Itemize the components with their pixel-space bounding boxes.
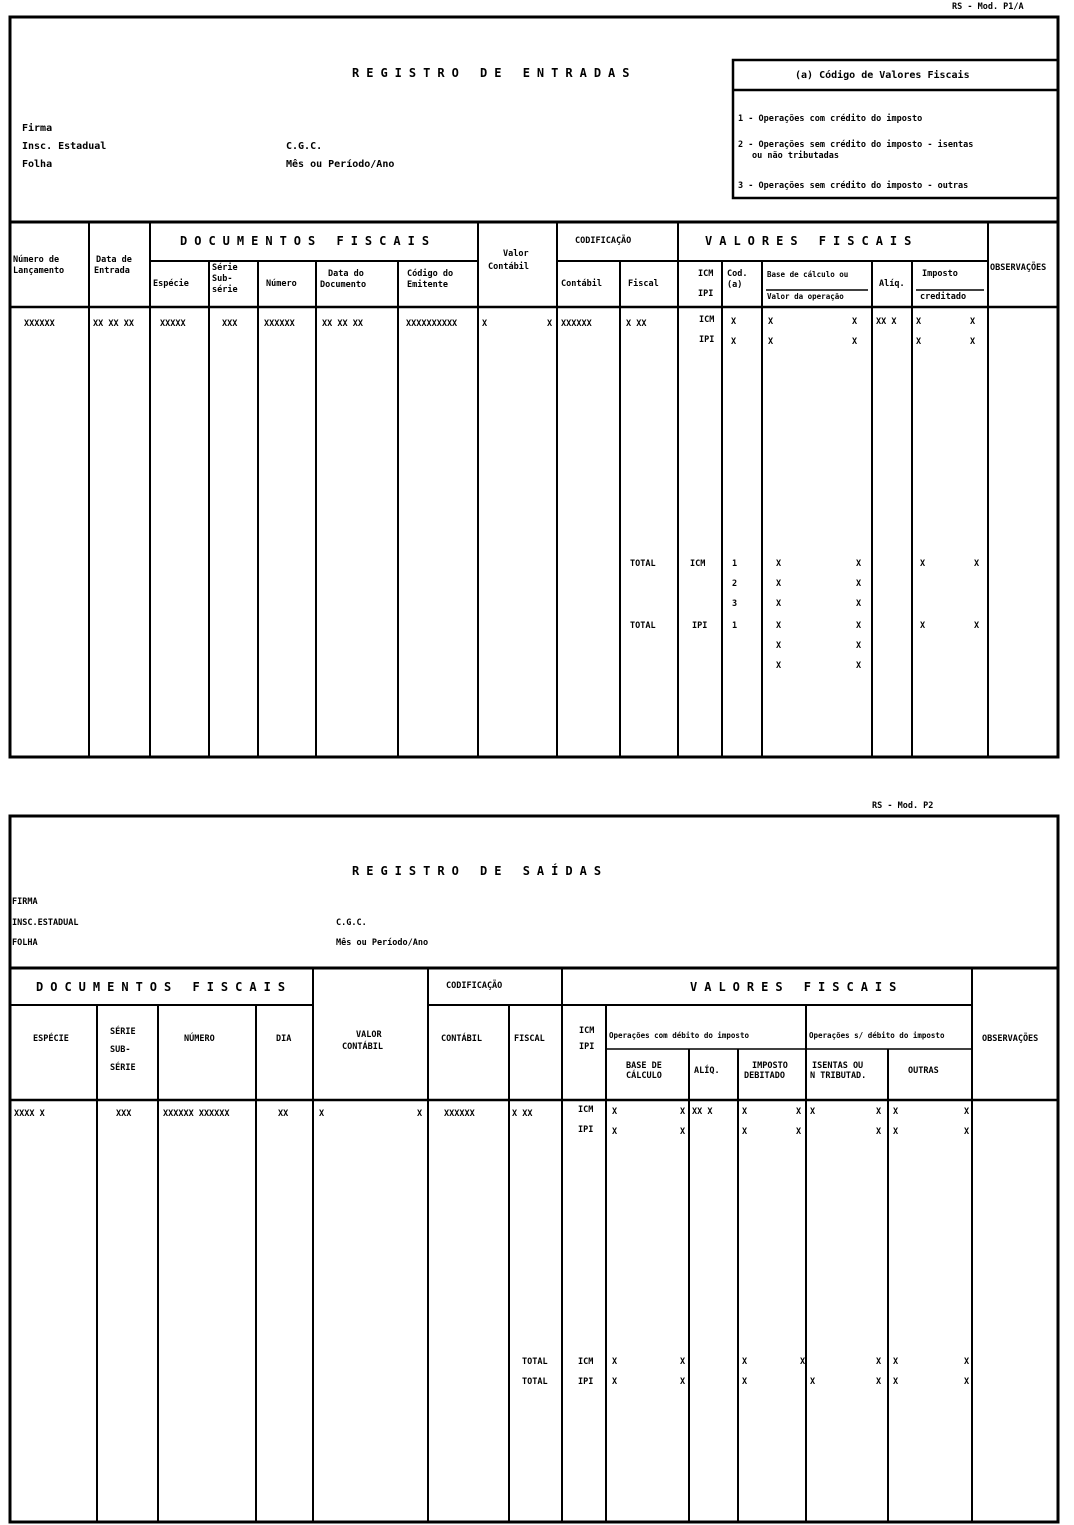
form1-title: REGISTRO DE ENTRADAS	[352, 66, 637, 80]
f1-row-base-r2: X	[852, 337, 858, 347]
f2-hdr-isentas-2: N TRIBUTAD.	[810, 1071, 867, 1081]
f2-tot-x-5: X	[876, 1357, 882, 1367]
form2-mes-label: Mês ou Período/Ano	[336, 938, 429, 948]
hdr-valor-1: Valor	[503, 249, 529, 259]
hdr-especie: Espécie	[153, 279, 189, 289]
hdr-valor-2: Contábil	[488, 262, 529, 272]
f2-hdr-base-1: BASE DE	[626, 1061, 662, 1071]
f1-row-cod-2: X	[731, 337, 737, 347]
f2-hdr-numero: NÚMERO	[184, 1034, 215, 1044]
hdr-cod-2: (a)	[727, 280, 743, 290]
f2-row-x-3: X	[742, 1107, 748, 1117]
form2-firma-label: FIRMA	[12, 897, 38, 907]
f2-tot-x-4: X	[800, 1357, 806, 1367]
f2-row-x-4: X	[796, 1107, 802, 1117]
hdr-fiscal: Fiscal	[628, 279, 659, 289]
codigo-item-3: 3 - Operações sem crédito do imposto - outras	[738, 181, 969, 191]
f2-tot-x-14: X	[964, 1377, 970, 1387]
f2-hdr-op-sem: Operações s/ débito do imposto	[809, 1031, 945, 1040]
f2-hdr-base-2: CÁLCULO	[626, 1071, 662, 1081]
hdr-documentos-fiscais: DOCUMENTOS FISCAIS	[180, 234, 437, 248]
f1-row-valor-l: X	[482, 319, 488, 329]
form1-firma-label: Firma	[22, 123, 53, 134]
f2-row-valor-l: X	[319, 1109, 325, 1119]
form2-title: REGISTRO DE SAÍDAS	[352, 864, 609, 878]
hdr-serie-2: Sub-	[212, 274, 233, 284]
hdr-numero-lanc-2: Lançamento	[13, 266, 65, 276]
f2-row-x-1: X	[612, 1107, 618, 1117]
f2-row-serie: XXX	[116, 1109, 132, 1119]
f1-row-fiscal: X XX	[626, 319, 647, 329]
f1-tx-5r: X	[856, 641, 862, 651]
hdr-valores-fiscais: VALORES FISCAIS	[705, 234, 919, 248]
f2-tot-x-3: X	[742, 1357, 748, 1367]
f1-row-contabil: XXXXXX	[561, 319, 592, 329]
form1-cgc-label: C.G.C.	[286, 141, 323, 152]
f1-tx-6r: X	[856, 661, 862, 671]
f1-tx-5l: X	[776, 641, 782, 651]
hdr-observacoes: OBSERVAÇÕES	[990, 263, 1047, 273]
f2-hdr-op-com: Operações com débito do imposto	[609, 1031, 749, 1040]
hdr-data-doc-2: Documento	[320, 280, 367, 290]
f2-row-x-12: X	[796, 1127, 802, 1137]
f2-hdr-dia: DIA	[276, 1034, 292, 1044]
f2-row-aliq: XX X	[692, 1107, 713, 1117]
form2-ref: RS - Mod. P2	[872, 801, 934, 811]
f2-row-x-6: X	[876, 1107, 882, 1117]
f2-tot-x-11: X	[810, 1377, 816, 1387]
hdr-serie-1: Série	[212, 263, 238, 273]
codigo-item-2: 2 - Operações sem crédito do imposto - isentas	[738, 140, 974, 150]
f1-row-datadoc: XX XX XX	[322, 319, 363, 329]
f2-hdr-debitado-2: DEBITADO	[744, 1071, 785, 1081]
hdr-base-2: Valor da operação	[767, 292, 844, 301]
f2-tot-x-7: X	[964, 1357, 970, 1367]
f2-row-x-13: X	[876, 1127, 882, 1137]
f2-tot-x-8: X	[612, 1377, 618, 1387]
f2-tot-x-9: X	[680, 1377, 686, 1387]
f2-row-x-9: X	[612, 1127, 618, 1137]
f2-total-icm-label: TOTAL	[522, 1357, 548, 1367]
f2-hdr-aliq: ALÍQ.	[694, 1066, 720, 1076]
f1-tx-1l: X	[776, 559, 782, 569]
f2-tot-x-10: X	[742, 1377, 748, 1387]
f1-tx-3r: X	[856, 599, 862, 609]
f1-total-ipi-cod-1: 1	[732, 621, 738, 631]
f1-row-valor-r: X	[547, 319, 553, 329]
f1-tx-6l: X	[776, 661, 782, 671]
f2-row-x-10: X	[680, 1127, 686, 1137]
f1-tx-2l: X	[776, 579, 782, 589]
f1-row-base-l1: X	[768, 317, 774, 327]
f1-row-imp-l2: X	[916, 337, 922, 347]
f2-hdr-serie-2: SUB-	[110, 1045, 131, 1055]
codigo-box-title: (a) Código de Valores Fiscais	[795, 70, 970, 81]
form1-ref: RS - Mod. P1/A	[952, 2, 1024, 12]
f2-tot-x-6: X	[893, 1357, 899, 1367]
f2-row-x-11: X	[742, 1127, 748, 1137]
form1-mes-label: Mês ou Período/Ano	[286, 159, 395, 170]
f1-tx-4l: X	[776, 621, 782, 631]
f2-hdr-fiscal: FISCAL	[514, 1034, 545, 1044]
f2-total-ipi: IPI	[578, 1377, 594, 1387]
hdr-imposto-2: creditado	[920, 292, 967, 302]
f1-tx-4r: X	[856, 621, 862, 631]
f1-total-icm-label: TOTAL	[630, 559, 656, 569]
f2-hdr-valor-1: VALOR	[356, 1030, 382, 1040]
f1-row-numero: XXXXXX	[264, 319, 295, 329]
f2-row-dia: XX	[278, 1109, 289, 1119]
codigo-item-2b: ou não tributadas	[752, 151, 839, 161]
f2-hdr-contabil: CONTÁBIL	[441, 1034, 482, 1044]
hdr-serie-3: série	[212, 285, 238, 295]
hdr-aliq: Alíq.	[879, 279, 905, 289]
hdr-numero: Número	[266, 279, 297, 289]
hdr-cod-1: Cod.	[727, 269, 748, 279]
form2-insc-label: INSC.ESTADUAL	[12, 918, 79, 928]
f2-hdr-serie-1: SÉRIE	[110, 1027, 136, 1037]
f1-total-icm: ICM	[690, 559, 706, 569]
f1-total-ipi-label: TOTAL	[630, 621, 656, 631]
f1-row-base-r1: X	[852, 317, 858, 327]
f1-row-imp-r1: X	[970, 317, 976, 327]
f1-total-cod-3: 3	[732, 599, 738, 609]
form1-folha-label: Folha	[22, 159, 53, 170]
f2-hdr-serie-3: SÉRIE	[110, 1063, 136, 1073]
hdr-numero-lanc-1: Número de	[13, 255, 60, 265]
f1-total-cod-2: 2	[732, 579, 738, 589]
f1-row-data: XX XX XX	[93, 319, 134, 329]
form1-insc-label: Insc. Estadual	[22, 141, 107, 152]
f1-row-aliq: XX X	[876, 317, 897, 327]
f2-row-icm: ICM	[578, 1105, 594, 1115]
f1-row-imp-l1: X	[916, 317, 922, 327]
form2-cgc-label: C.G.C.	[336, 918, 367, 928]
f2-row-valor-r: X	[417, 1109, 423, 1119]
f2-hdr-codificacao: CODIFICAÇÃO	[446, 981, 503, 991]
f1-tx-imp-1l: X	[920, 559, 926, 569]
f2-tot-x-1: X	[612, 1357, 618, 1367]
f2-tot-x-12: X	[876, 1377, 882, 1387]
f2-hdr-isentas-1: ISENTAS OU	[812, 1061, 864, 1071]
f1-row-cod-1: X	[731, 317, 737, 327]
f2-row-x-15: X	[964, 1127, 970, 1137]
f2-row-x-7: X	[893, 1107, 899, 1117]
f1-row-ipi: IPI	[699, 335, 715, 345]
f2-row-x-2: X	[680, 1107, 686, 1117]
f2-row-contabil: XXXXXX	[444, 1109, 475, 1119]
hdr-imposto-1: Imposto	[922, 269, 958, 279]
f2-row-fiscal: X XX	[512, 1109, 533, 1119]
f1-row-imp-r2: X	[970, 337, 976, 347]
hdr-codigo-emit-1: Código do	[407, 269, 454, 279]
f2-hdr-debitado-1: IMPOSTO	[752, 1061, 788, 1071]
f2-row-especie: XXXX X	[14, 1109, 45, 1119]
f1-tx-imp-2l: X	[920, 621, 926, 631]
hdr-base-1: Base de cálculo ou	[767, 270, 849, 279]
f2-total-icm: ICM	[578, 1357, 594, 1367]
codigo-item-1: 1 - Operações com crédito do imposto	[738, 114, 923, 124]
hdr-data-entrada-2: Entrada	[94, 266, 130, 276]
hdr-icm: ICM	[698, 269, 714, 279]
f2-row-numero: XXXXXX XXXXXX	[163, 1109, 230, 1119]
f1-row-num: XXXXXX	[24, 319, 55, 329]
f2-hdr-outras: OUTRAS	[908, 1066, 939, 1076]
f2-hdr-documentos-fiscais: DOCUMENTOS FISCAIS	[36, 980, 293, 994]
f2-row-ipi: IPI	[578, 1125, 594, 1135]
hdr-contabil: Contábil	[561, 279, 602, 289]
f2-total-ipi-label: TOTAL	[522, 1377, 548, 1387]
hdr-data-entrada-1: Data de	[96, 255, 132, 265]
f1-total-cod-1: 1	[732, 559, 738, 569]
f1-row-emit: XXXXXXXXXX	[406, 319, 458, 329]
f2-row-x-8: X	[964, 1107, 970, 1117]
f2-hdr-ipi: IPI	[579, 1042, 595, 1052]
f2-hdr-valor-2: CONTÁBIL	[342, 1042, 383, 1052]
f2-hdr-icm: ICM	[579, 1026, 595, 1036]
f1-tx-1r: X	[856, 559, 862, 569]
f1-tx-imp-2r: X	[974, 621, 980, 631]
f1-total-ipi: IPI	[692, 621, 708, 631]
f1-tx-3l: X	[776, 599, 782, 609]
f1-row-especie: XXXXX	[160, 319, 186, 329]
hdr-codigo-emit-2: Emitente	[407, 280, 448, 290]
f2-hdr-observacoes: OBSERVAÇÕES	[982, 1034, 1039, 1044]
hdr-ipi: IPI	[698, 289, 714, 299]
f2-tot-x-13: X	[893, 1377, 899, 1387]
hdr-data-doc-1: Data do	[328, 269, 364, 279]
f1-tx-imp-1r: X	[974, 559, 980, 569]
f2-tot-x-2: X	[680, 1357, 686, 1367]
f1-row-icm: ICM	[699, 315, 715, 325]
f2-hdr-valores-fiscais: VALORES FISCAIS	[690, 980, 904, 994]
form2-folha-label: FOLHA	[12, 938, 38, 948]
f2-row-x-14: X	[893, 1127, 899, 1137]
f2-row-x-5: X	[810, 1107, 816, 1117]
f1-tx-2r: X	[856, 579, 862, 589]
f1-row-serie: XXX	[222, 319, 238, 329]
hdr-codificacao: CODIFICAÇÃO	[575, 236, 632, 246]
f2-hdr-especie: ESPÉCIE	[33, 1034, 69, 1044]
f1-row-base-l2: X	[768, 337, 774, 347]
